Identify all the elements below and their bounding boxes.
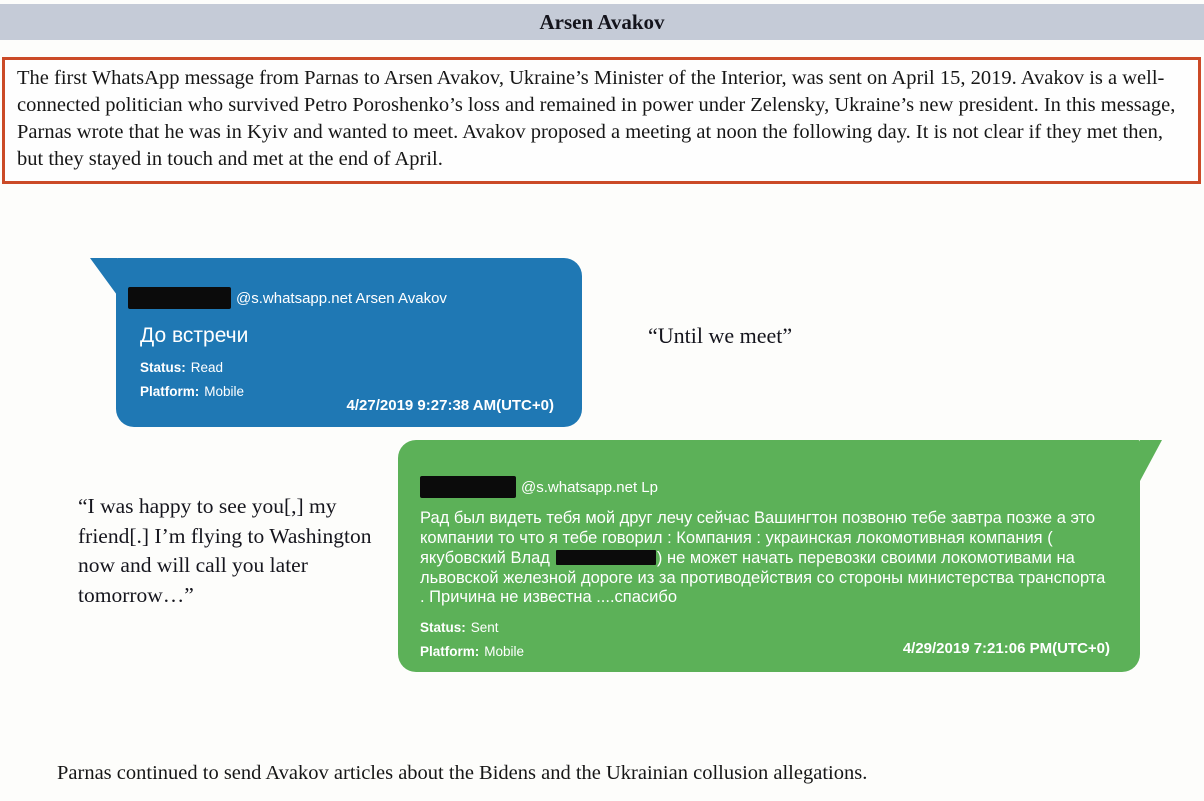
page-title: Arsen Avakov (539, 9, 665, 34)
outgoing-message-bubble (398, 440, 1140, 672)
message-text-before-redaction: Рад был видеть тебя мой друг лечу сейчас Вашингтон позвоню тебе завтра позже а это компании то что я тебе говорил : Компания : украинская локомотивная компания ( якубовский Влад (420, 509, 1096, 567)
intro-paragraph: The first WhatsApp message from Parnas to Arsen Avakov, Ukraine’s Minister of the Interior, was sent on April 15, 2019. Avakov is a well-connected politician who survived Petro Poroshenko’s loss and remained in power under Zelensky, Ukraine’s new president. In this message, Parnas wrote that he was in Kyiv and wanted to meet. Avakov proposed a meeting at noon the following day. It is not clear if they met then, but they stayed in touch and met at the end of April. (17, 67, 1176, 170)
redacted-phone-number (420, 476, 516, 498)
status-label: Status: (140, 360, 186, 375)
incoming-status-line (140, 360, 556, 375)
status-label: Status: (420, 619, 466, 635)
outgoing-message-text (420, 509, 1110, 608)
incoming-translation: “Until we meet” (648, 323, 793, 348)
section-title-bar (0, 4, 1204, 40)
incoming-message-bubble (116, 258, 582, 427)
platform-label: Platform: (420, 643, 480, 659)
outgoing-timestamp: 4/29/2019 7:21:06 PM(UTC+0) (902, 640, 1110, 657)
status-value: Sent (470, 619, 499, 635)
incoming-timestamp: 4/27/2019 9:27:38 AM(UTC+0) (346, 397, 554, 414)
platform-value: Mobile (204, 384, 245, 399)
outgoing-sender-line (420, 476, 1110, 498)
status-value: Read (190, 360, 224, 375)
incoming-bubble-tail (90, 258, 117, 295)
outgoing-sender-id: @s.whatsapp.net Lp (521, 478, 658, 496)
redacted-name (556, 550, 656, 565)
platform-value: Mobile (484, 643, 525, 659)
incoming-sender-id: @s.whatsapp.net Arsen Avakov (236, 289, 447, 307)
incoming-sender-line (128, 287, 556, 309)
message-text-after-redaction: ) не может начать перевозки своими локомотивами на львовской железной дороге из за противодействия со стороны министерства транспорта . Причина не известна ....спасибо (420, 549, 1106, 606)
platform-label: Platform: (140, 384, 200, 399)
incoming-message-text: До встречи (140, 324, 249, 347)
intro-callout-box (2, 57, 1201, 184)
outgoing-translation: “I was happy to see you[,] my friend[.] I’m flying to Washington now and will call you later tomorrow…” (78, 494, 372, 607)
outgoing-bubble-tail (1140, 440, 1162, 481)
redacted-phone-number (128, 287, 231, 309)
outgoing-status-line (420, 620, 1110, 635)
footer-paragraph: Parnas continued to send Avakov articles about the Bidens and the Ukrainian collusion allegations. (57, 762, 868, 784)
